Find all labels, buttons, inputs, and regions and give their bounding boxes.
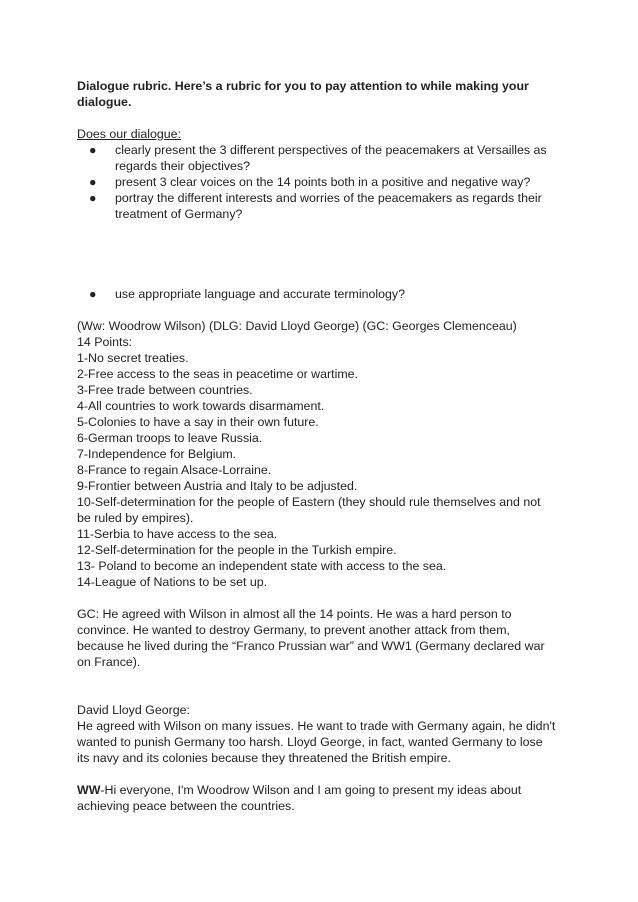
dlg-heading: David Lloyd George: xyxy=(77,703,190,717)
points-heading: 14 Points: xyxy=(77,335,133,349)
speaker-legend: (Ww: Woodrow Wilson) (DLG: David Lloyd George) (GC: Georges Clemenceau) xyxy=(77,319,517,333)
rubric-item: ● portray the different interests and worries of the peacemakers as regards their treatment of Germany? xyxy=(89,191,542,221)
dlg-paragraph: He agreed with Wilson on many issues. He want to trade with Germany again, he didn't wanted to punish Germany too harsh. Lloyd George, in fact, wanted Germany to lose its navy and its colonies because they threatened the British empire. xyxy=(77,719,556,765)
rubric-list xyxy=(77,142,557,222)
points-list xyxy=(77,350,557,590)
point-item: 6-German troops to leave Russia. xyxy=(77,431,263,445)
rubric-item: ● present 3 clear voices on the 14 points both in a positive and negative way? xyxy=(89,175,531,189)
point-item: 9-Frontier between Austria and Italy to be adjusted. xyxy=(77,479,358,493)
point-item: 10-Self-determination for the people of Eastern (they should rule themselves and not be ruled by empires). xyxy=(77,495,541,525)
point-item: 3-Free trade between countries. xyxy=(77,383,253,397)
ww-text: -Hi everyone, I'm Woodrow Wilson and I am going to present my ideas about achieving peace between the countries. xyxy=(77,783,522,813)
ww-paragraph xyxy=(77,782,557,814)
point-item: 14-League of Nations to be set up. xyxy=(77,575,268,589)
ww-speaker-label: WW xyxy=(77,783,101,797)
point-item: 12-Self-determination for the people in the Turkish empire. xyxy=(77,543,397,557)
point-item: 13- Poland to become an independent state with access to the sea. xyxy=(77,559,447,573)
document-body xyxy=(77,78,557,814)
gc-paragraph: GC: He agreed with Wilson in almost all the 14 points. He was a hard person to convince. He wanted to destroy Germany, to prevent another attack from them, because he lived during the “Franco Prussian war” and WW1 (Germany declared war on France). xyxy=(77,607,545,669)
rubric-item: ● clearly present the 3 different perspectives of the peacemakers at Versailles as regards their objectives? xyxy=(89,143,547,173)
bullet-icon: ● xyxy=(89,191,97,205)
point-item: 8-France to regain Alsace-Lorraine. xyxy=(77,463,272,477)
point-item: 4-All countries to work towards disarmament. xyxy=(77,399,325,413)
rubric-list-continued xyxy=(77,286,557,302)
rubric-item: ● use appropriate language and accurate terminology? xyxy=(89,287,406,301)
bullet-icon: ● xyxy=(89,175,97,189)
rubric-title: Dialogue rubric. Here’s a rubric for you to pay attention to while making your dialogue. xyxy=(77,79,529,109)
rubric-question: Does our dialogue: xyxy=(77,127,182,141)
point-item: 2-Free access to the seas in peacetime or wartime. xyxy=(77,367,358,381)
point-item: 5-Colonies to have a say in their own future. xyxy=(77,415,319,429)
point-item: 1-No secret treaties. xyxy=(77,351,189,365)
bullet-icon: ● xyxy=(89,143,97,157)
point-item: 11-Serbia to have access to the sea. xyxy=(77,527,278,541)
bullet-icon: ● xyxy=(89,287,97,301)
point-item: 7-Independence for Belgium. xyxy=(77,447,237,461)
